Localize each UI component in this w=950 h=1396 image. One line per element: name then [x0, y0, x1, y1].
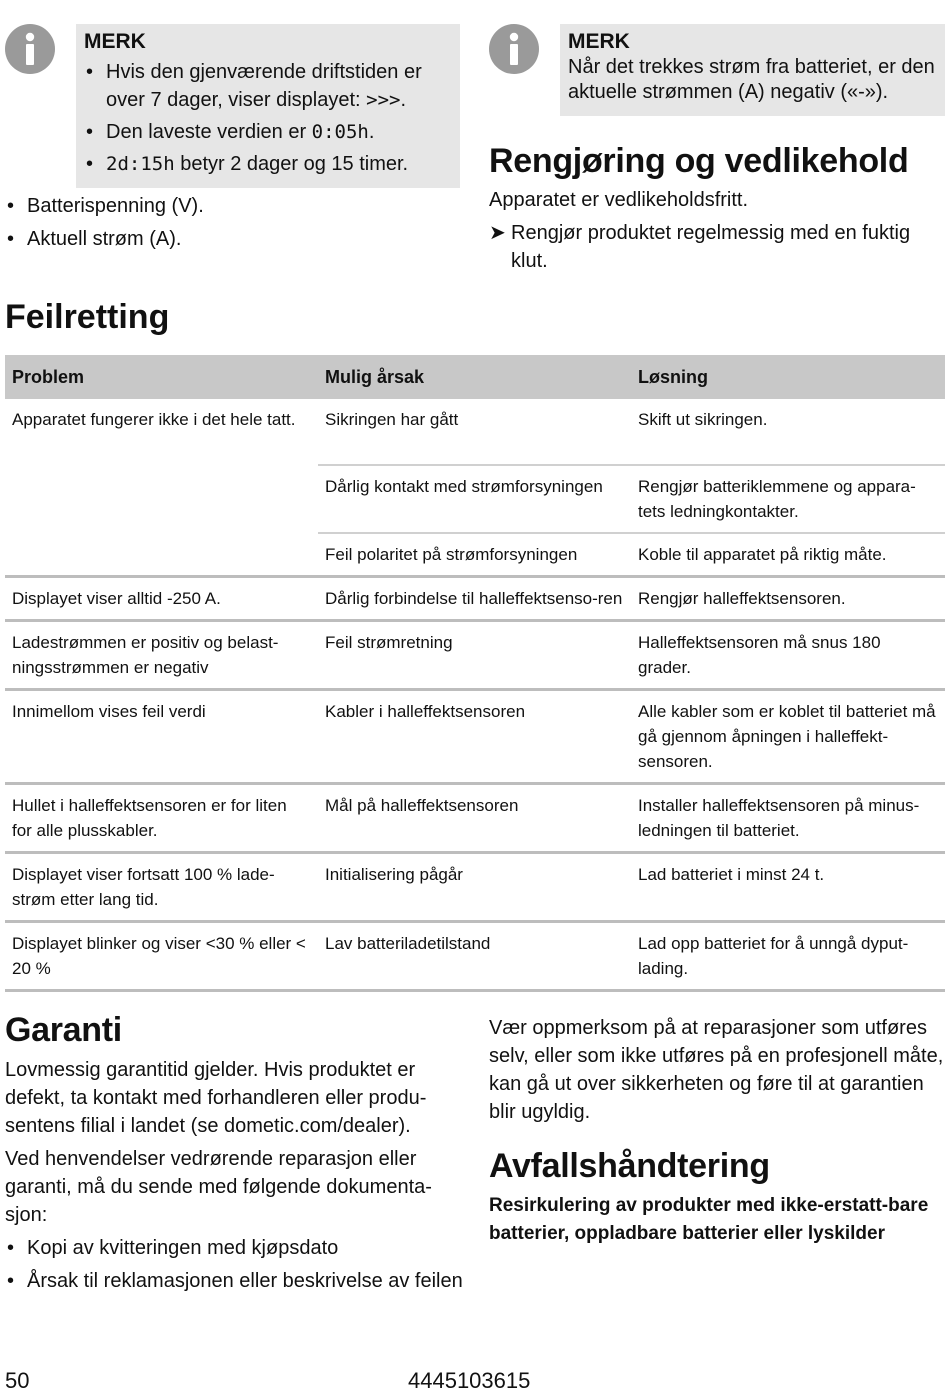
- table-cell: Dårlig kontakt med strømforsyningen: [318, 465, 631, 533]
- table-cell: Lav batteriladetilstand: [318, 922, 631, 991]
- section-heading: Avfallshåndtering: [489, 1147, 770, 1185]
- table-row: [5, 577, 945, 621]
- paragraph: Vær oppmerksom på at reparasjoner som utføres selv, eller som ikke utføres på en profesjonell måte, kan gå ut over sikkerheten og føre til at garantien blir ugyldig.: [489, 1017, 944, 1123]
- paragraph: Lovmessig garantitid gjelder. Hvis produktet er defekt, ta kontakt med forhandleren eller produ-sentens filial i landet (se dometic.com/dealer).: [5, 1059, 427, 1137]
- table-cell: Ladestrømmen er positiv og belast-ningsstrømmen er negativ: [5, 621, 318, 690]
- table-cell: Alle kabler som er koblet til batteriet må gå gjennom åpningen i halleffekt-sensoren.: [631, 690, 945, 784]
- subheading: Resirkulering av produkter med ikke-erstatt-bare batterier, oppladbare batterier eller lyskilder: [489, 1195, 929, 1244]
- table-cell: Rengjør batteriklemmene og appara-tets ledningkontakter.: [631, 465, 945, 533]
- note-text: Når det trekkes strøm fra batteriet, er den aktuelle strømmen (A) negativ («-»).: [568, 56, 935, 103]
- table-cell: Halleffektsensoren må snus 180 grader.: [631, 621, 945, 690]
- list-item: • Aktuell strøm (A).: [5, 225, 445, 253]
- list-item: • Årsak til reklamasjonen eller beskrivelse av feilen: [5, 1267, 463, 1295]
- table-cell: Koble til apparatet på riktig måte.: [631, 533, 945, 577]
- step-text: Rengjør produktet regelmessig med en fuktig klut.: [511, 222, 911, 272]
- arrow-icon: ➤: [489, 222, 506, 244]
- note-box: [76, 24, 460, 188]
- table-cell: Kabler i halleffektsensoren: [318, 690, 631, 784]
- table-header-row: [5, 355, 945, 399]
- table-cell: Lad batteriet i minst 24 t.: [631, 853, 945, 922]
- note-title: MERK: [568, 30, 630, 53]
- instruction-step: [489, 219, 939, 275]
- table-cell: Mål på halleffektsensoren: [318, 784, 631, 853]
- table-cell: Hullet i halleffektsensoren er for liten for alle plusskabler.: [5, 784, 318, 853]
- document-list: [5, 1234, 463, 1295]
- measurement-list: [5, 192, 445, 253]
- table-row: [5, 922, 945, 991]
- section-heading: Rengjøring og vedlikehold: [489, 142, 909, 180]
- note-item: • Den laveste verdien er 0:05h.: [84, 118, 444, 146]
- section-heading: Garanti: [5, 1011, 122, 1049]
- table-cell: Feil polaritet på strømforsyningen: [318, 533, 631, 577]
- table-row: [5, 784, 945, 853]
- warranty-column: [5, 1056, 463, 1295]
- lcd-text: >>>: [366, 89, 401, 111]
- paragraph: Apparatet er vedlikeholdsfritt.: [489, 189, 749, 211]
- table-cell: Installer halleffektsensoren på minus-ledningen til batteriet.: [631, 784, 945, 853]
- table-cell: Initialisering pågår: [318, 853, 631, 922]
- table-cell: Sikringen har gått: [318, 399, 631, 465]
- page-number: 50: [5, 1368, 30, 1393]
- list-item: • Kopi av kvitteringen med kjøpsdato: [5, 1234, 463, 1262]
- table-cell: Rengjør halleffektsensoren.: [631, 577, 945, 621]
- table-cell: Displayet viser fortsatt 100 % lade-strøm etter lang tid.: [5, 853, 318, 922]
- table-cell: Feil strømretning: [318, 621, 631, 690]
- table-row: [5, 853, 945, 922]
- table-cell: Innimellom vises feil verdi: [5, 690, 318, 784]
- paragraph: Ved henvendelser vedrørende reparasjon eller garanti, må du sende med følgende dokumenta-sjon:: [5, 1148, 432, 1226]
- list-item: • Batterispenning (V).: [5, 192, 445, 220]
- table-cell: Lad opp batteriet for å unngå dyput-lading.: [631, 922, 945, 991]
- document-number: 4445103615: [408, 1368, 531, 1393]
- column-header: Problem: [5, 355, 318, 399]
- table-row: [5, 399, 945, 465]
- table-row: [5, 690, 945, 784]
- note-title: MERK: [84, 30, 146, 53]
- note-list: [84, 58, 444, 178]
- table-cell: Apparatet fungerer ikke i det hele tatt.: [5, 399, 318, 577]
- table-row: [5, 621, 945, 690]
- table-cell: Dårlig forbindelse til halleffektsenso-ren: [318, 577, 631, 621]
- table-cell: Displayet blinker og viser <30 % eller < 20 %: [5, 922, 318, 991]
- lcd-text: 0:05h: [311, 121, 369, 143]
- note-item: • Hvis den gjenværende driftstiden er over 7 dager, viser displayet: >>>.: [84, 58, 444, 114]
- column-header: Mulig årsak: [318, 355, 631, 399]
- troubleshooting-table: [5, 355, 945, 992]
- info-icon: [5, 24, 55, 74]
- table-cell: Skift ut sikringen.: [631, 399, 945, 465]
- column-header: Løsning: [631, 355, 945, 399]
- note-item: • 2d:15h betyr 2 dager og 15 timer.: [84, 150, 444, 178]
- info-icon: [489, 24, 539, 74]
- table-cell: Displayet viser alltid -250 A.: [5, 577, 318, 621]
- note-box: [560, 24, 945, 116]
- section-heading: Feilretting: [5, 298, 170, 336]
- lcd-text: 2d:15h: [106, 153, 175, 175]
